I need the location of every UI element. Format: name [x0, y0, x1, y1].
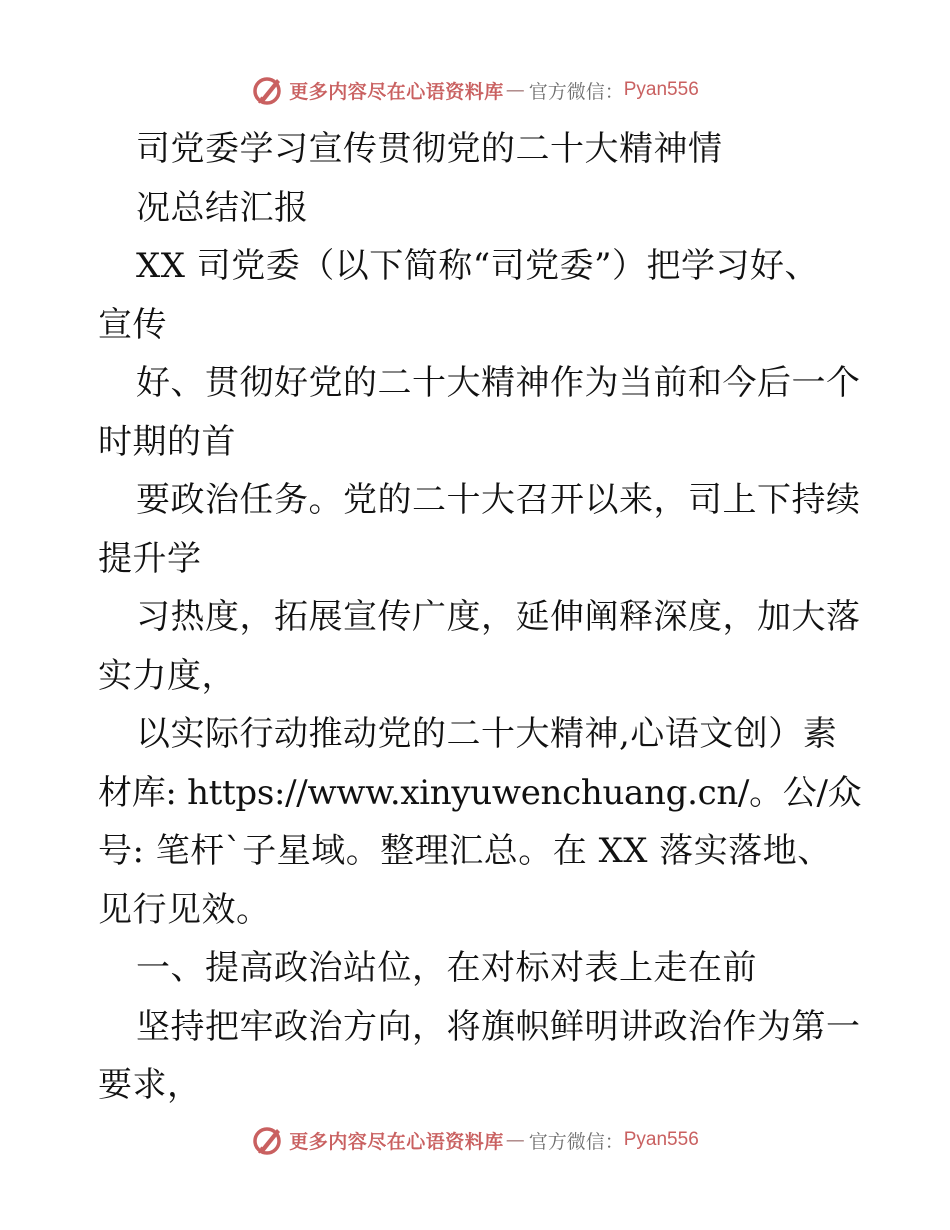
watermark-id: Pyan556: [623, 79, 699, 100]
watermark-separator: —: [505, 1129, 525, 1151]
watermark-text: 更多内容尽在心语资料库: [289, 80, 504, 103]
watermark-text: 更多内容尽在心语资料库: [289, 1130, 504, 1153]
section-heading: 一、提高政治站位，在对标对表上走在前: [136, 948, 757, 988]
text-line: XX 司党委（以下简称“司党委”）把学习好、: [136, 246, 819, 286]
watermark-label: 官方微信：: [528, 1130, 624, 1153]
document-body: [98, 120, 868, 1115]
header-watermark: [0, 70, 950, 110]
text-line: 司党委学习宣传贯彻党的二十大精神情: [136, 129, 723, 169]
text-line: 见行见效。: [98, 889, 271, 930]
watermark-id: Pyan556: [623, 1129, 699, 1150]
watermark-separator: —: [505, 79, 525, 101]
watermark-label: 官方微信：: [528, 80, 624, 103]
text-line: 提升学: [98, 538, 202, 579]
text-line: 宣传: [98, 304, 167, 345]
text-line: 况总结汇报: [136, 187, 309, 228]
text-line: 好、贯彻好党的二十大精神作为当前和今后一个: [136, 363, 861, 403]
quill-logo-icon: [251, 73, 285, 107]
text-line: 以实际行动推动党的二十大精神,心语文创）素: [136, 714, 838, 754]
footer-watermark: [0, 1120, 950, 1160]
quill-logo-icon: [251, 1123, 285, 1157]
text-line: 材库: https://www.xinyuwenchuang.cn/。公/众: [98, 772, 862, 813]
text-line: 坚持把牢政治方向，将旗帜鲜明讲政治作为第一: [136, 1006, 861, 1047]
text-line: 号: 笔杆`子星域。整理汇总。在 XX 落实落地、: [98, 831, 832, 871]
text-line: 要政治任务。党的二十大召开以来，司上下持续: [136, 480, 861, 520]
text-line: 实力度，: [98, 655, 236, 696]
text-line: 时期的首: [98, 421, 236, 462]
text-line: 习热度，拓展宣传广度，延伸阐释深度，加大落: [136, 597, 861, 637]
text-line: 要求，: [98, 1065, 202, 1105]
